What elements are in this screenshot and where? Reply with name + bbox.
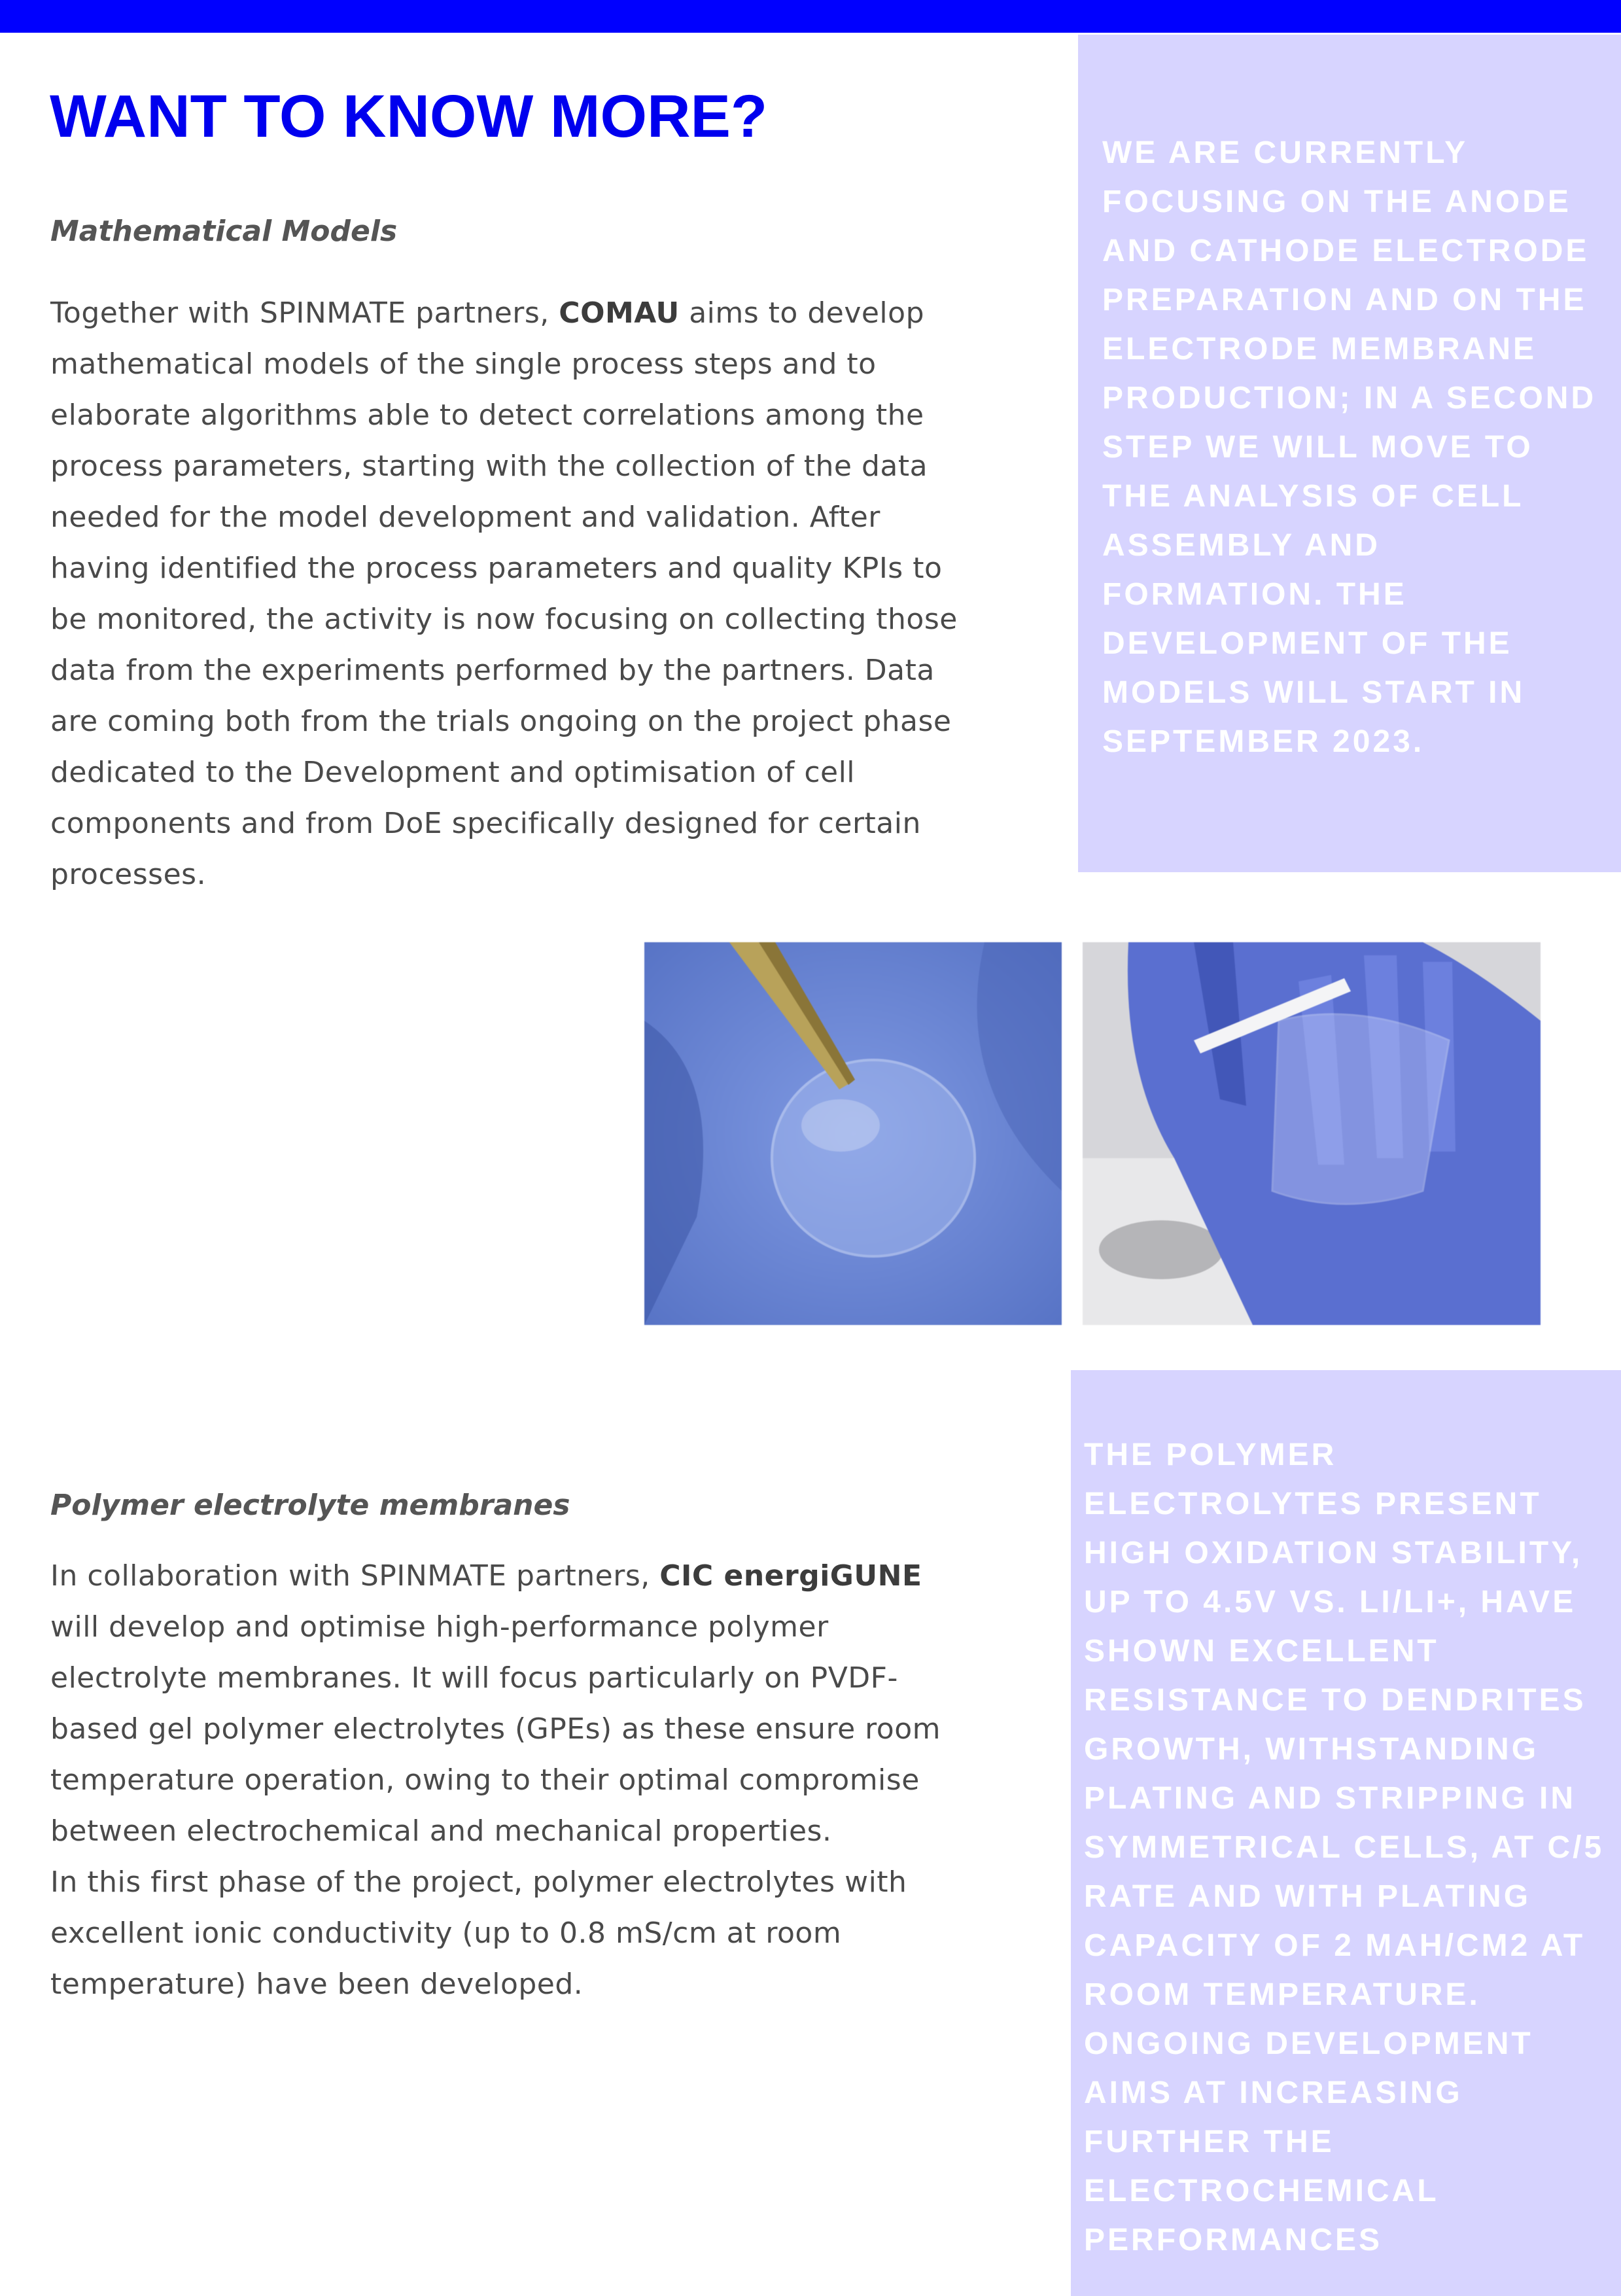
section-heading-polymer-electrolyte: Polymer electrolyte membranes — [50, 1489, 570, 1522]
page-title: WANT TO KNOW MORE? — [50, 83, 768, 150]
text-span: aims to develop mathematical models of the single process steps and to elaborate algorithms able to detect correlations among the process parameters, starting with the collection of the data needed for the model development and validation. After having identified the process parameters and quality KPIs to be monitored, the activity is now focusing on collecting those data from the experiments performed by the partners. Data are coming both from the trials ongoing on the project phase dedicated to the Development and optimisation of cell components and from DoE specifically designed for certain processes. — [50, 296, 958, 891]
top-accent-bar — [0, 0, 1621, 33]
section-body-mathematical-models — [50, 288, 979, 900]
callout-text: WE ARE CURRENTLY FOCUSING ON THE ANODE AND CATHODE ELECTRODE PREPARATION AND ON THE ELECTRODE MEMBRANE PRODUCTION; IN A SECOND STEP WE WILL MOVE TO THE ANALYSIS OF CELL ASSEMBLY AND FORMATION. THE DEVELOPMENT OF THE MODELS WILL START IN SEPTEMBER 2023. — [1102, 135, 1597, 759]
paragraph: In this first phase of the project, polymer electrolytes with excellent ionic conductivity (up to 0.8 mS/cm at room temperature) have been developed. — [50, 1865, 907, 2001]
paragraph — [50, 288, 979, 900]
partner-name-comau: COMAU — [559, 296, 680, 330]
membrane-photo-gloved-hand — [1083, 942, 1541, 1325]
text-span: will develop and optimise high-performance polymer electrolyte membranes. It will focus particularly on PVDF-based gel polymer electrolytes (GPEs) as these ensure room temperature operation, owing to their optimal compromise between electrochemical and mechanical properties. — [50, 1610, 941, 1848]
membrane-photo-tweezers — [644, 942, 1062, 1325]
paragraph — [50, 1551, 979, 1857]
callout-box-models — [1078, 35, 1621, 872]
callout-box-electrolytes — [1071, 1370, 1621, 2296]
section-heading-mathematical-models: Mathematical Models — [50, 215, 398, 248]
callout-text: THE POLYMER ELECTROLYTES PRESENT HIGH OXIDATION STABILITY, UP TO 4.5V VS. LI/LI+, HAVE SHOWN EXCELLENT RESISTANCE TO DENDRITES GROWTH, WITHSTANDING PLATING AND STRIPPING IN SYMMETRICAL CELLS, AT C/5 RATE AND WITH PLATING CAPACITY OF 2 MAH/CM2 AT ROOM TEMPERATURE. ONGOING DEVELOPMENT AIMS AT INCREASING FURTHER THE ELECTROCHEMICAL PERFORMANCES — [1084, 1438, 1605, 2257]
text-span: In collaboration with SPINMATE partners, — [50, 1559, 660, 1593]
section-body-polymer-electrolyte — [50, 1551, 979, 2010]
partner-name-cic-energigune: CIC energiGUNE — [659, 1559, 922, 1593]
text-span: Together with SPINMATE partners, — [50, 296, 559, 330]
